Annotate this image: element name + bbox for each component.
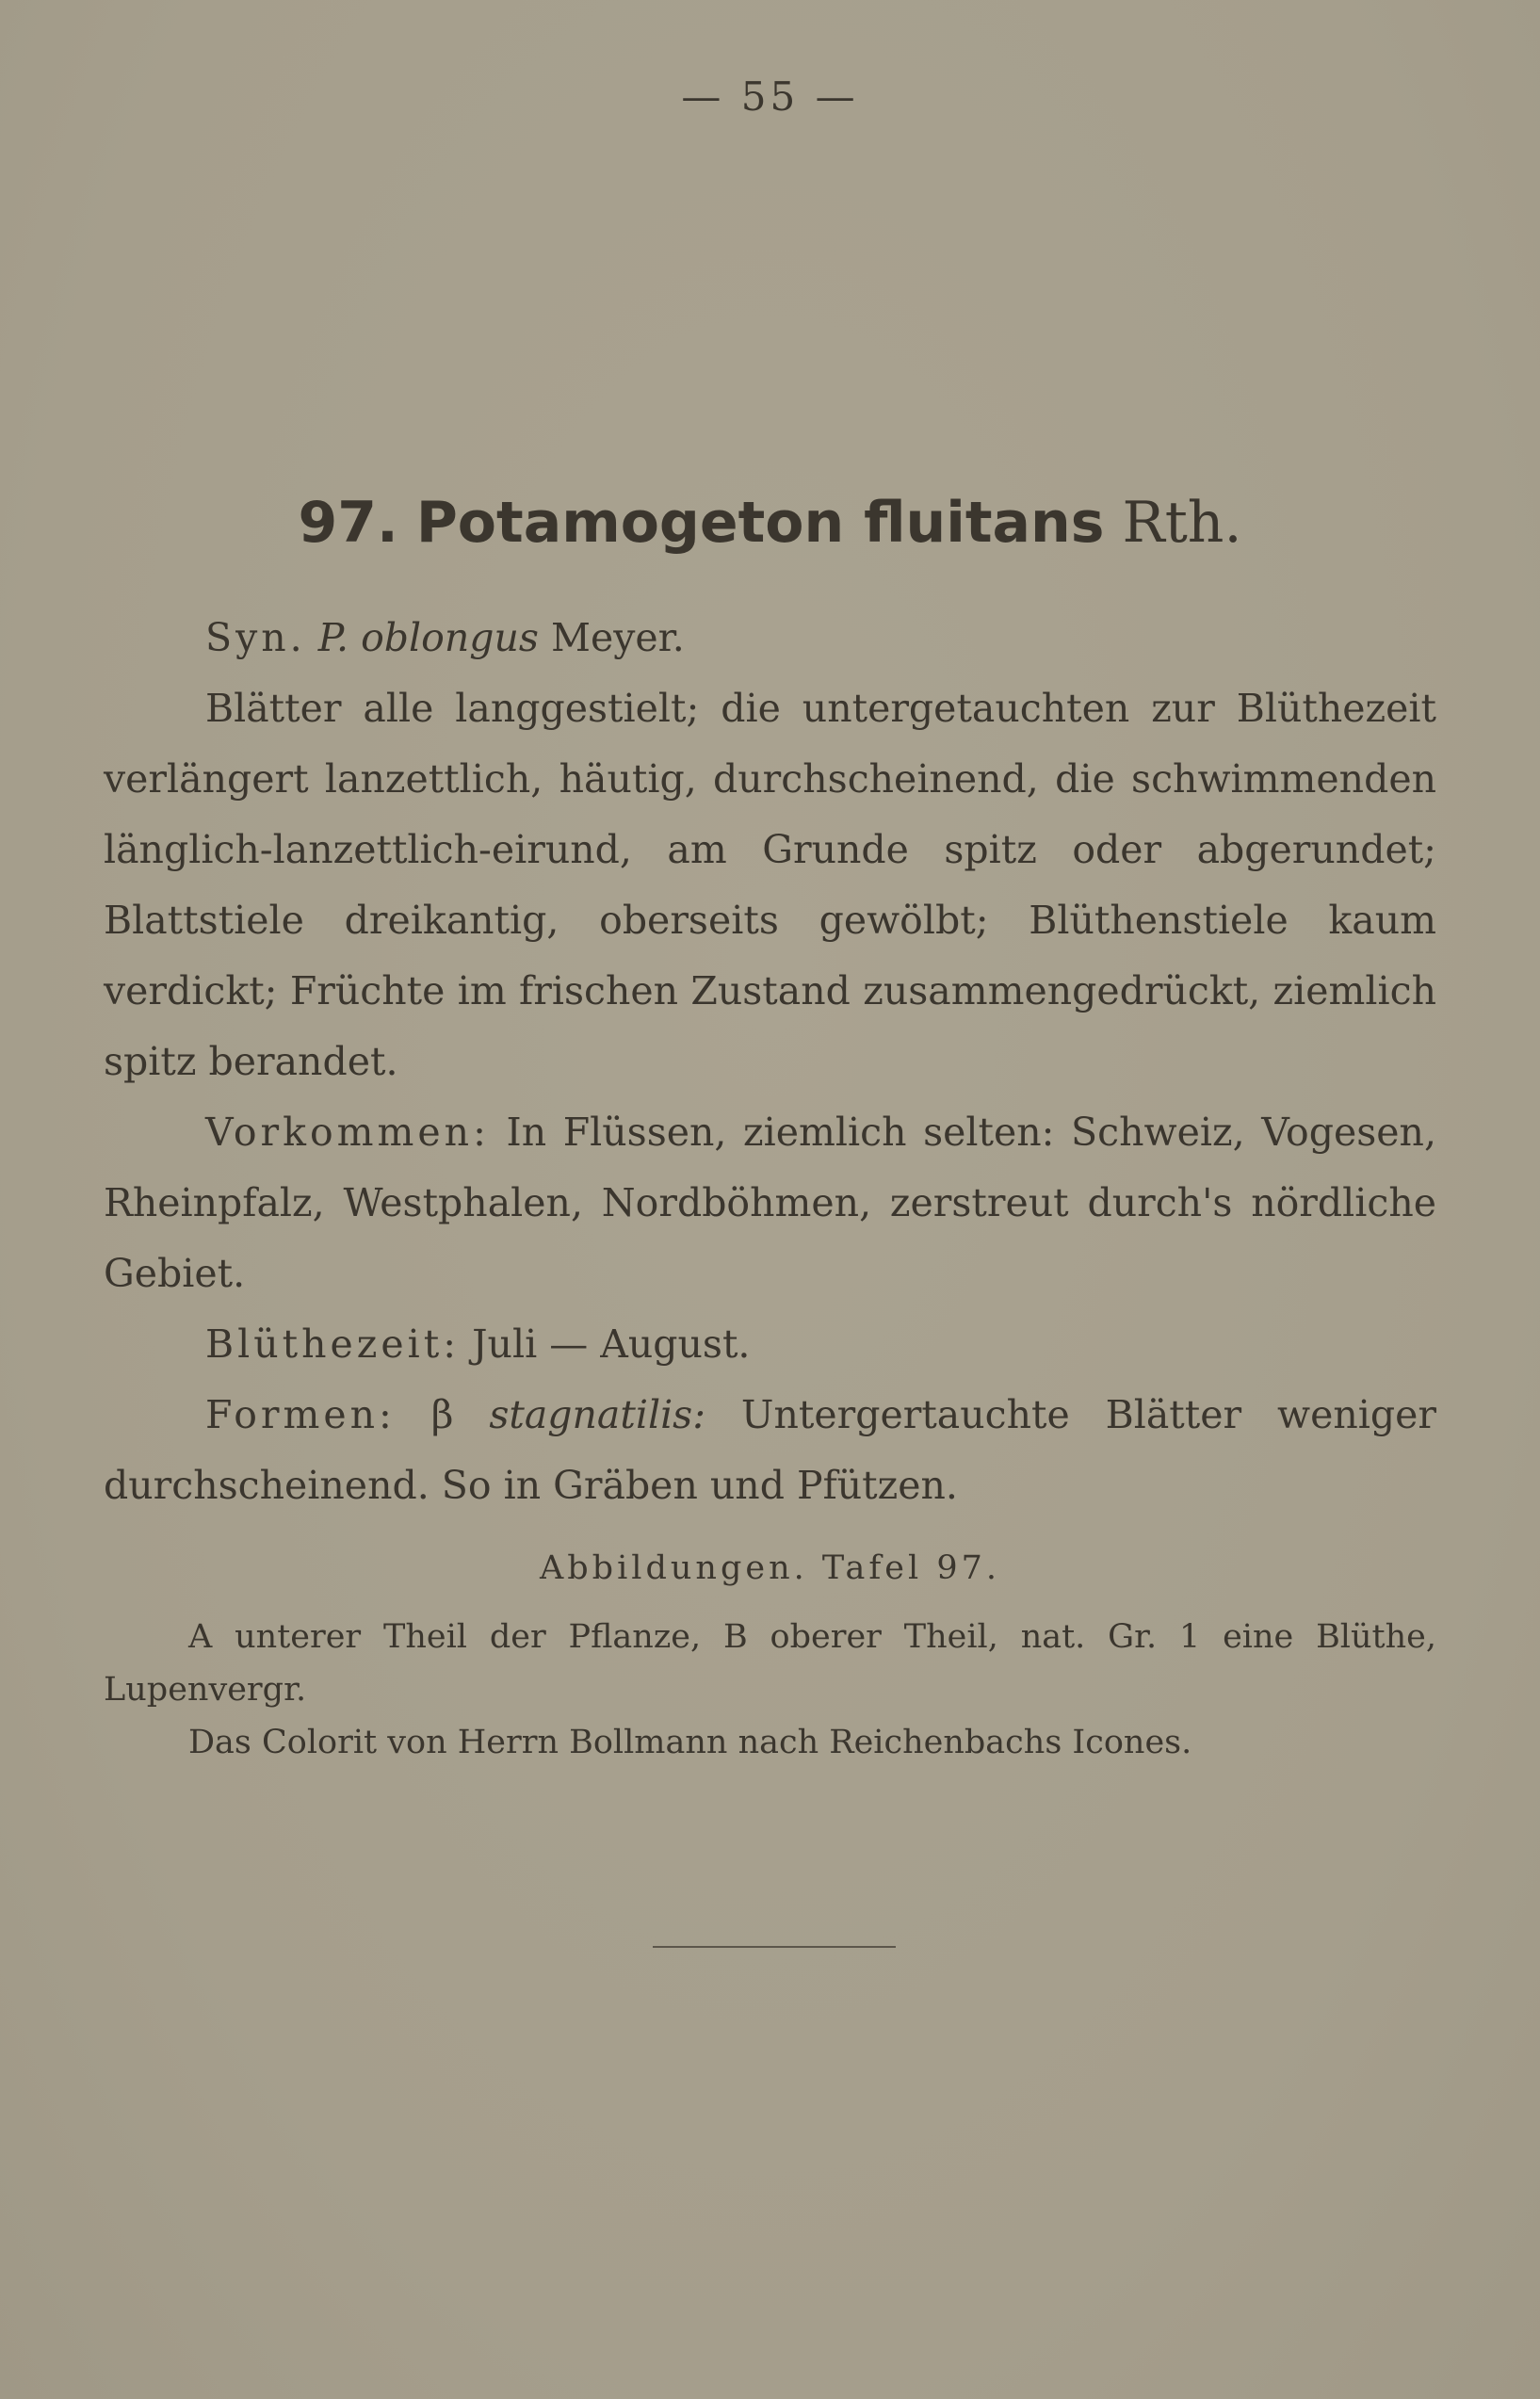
flowering-text: Juli — August. [472,1321,751,1367]
flowering-paragraph [104,1309,1436,1380]
synonym-author: Meyer. [550,615,685,660]
occurrence-paragraph [104,1097,1436,1309]
page-number: — 55 — [681,73,859,120]
occurrence-text: In Flüssen, ziemlich selten: Schweiz, Vogesen, Rheinpfalz, Westphalen, Nordböhmen, zerstreut durch's nördliche Gebiet. [104,1110,1436,1296]
forms-label: Formen: [205,1392,396,1437]
title-author: Rth. [1122,490,1242,556]
synonym-line [104,603,1436,673]
species-text [104,603,1436,1521]
illustrations-caption [104,1611,1436,1769]
flowering-label: Blüthezeit: [205,1321,461,1367]
title-number: 97. [298,490,398,556]
description-paragraph: Blätter alle langgestielt; die untergetauchten zur Blüthezeit verlängert lanzettlich, häutig, durchscheinend, die schwimmenden länglich-lanzettlich-eirund, am Grunde spitz oder abgerundet; Blattstiele dreikantig, oberseits gewölbt; Blüthenstiele kaum verdickt; Früchte im frischen Zustand zusammengedrückt, ziemlich spitz berandet. [104,686,1436,1084]
caption-line-1: A unterer Theil der Pflanze, B oberer Theil, nat. Gr. 1 eine Blüthe, Lupenvergr. [104,1618,1436,1709]
title-species: Potamogeton fluitans [415,490,1105,556]
caption-line-2: Das Colorit von Herrn Bollmann nach Reichenbachs Icones. [188,1724,1192,1761]
synonym-name: P. oblongus [317,615,539,660]
forms-name: stagnatilis: [489,1392,706,1437]
forms-paragraph [104,1380,1436,1521]
forms-text: Untergertauchte Blätter weniger durchscheinend. So in Gräben und Pfützen. [104,1392,1436,1508]
section-title [0,490,1540,556]
occurrence-label: Vorkommen: [205,1110,490,1155]
synonym-label: Syn. [205,615,306,660]
illustrations-heading: Abbildungen. Tafel 97. [539,1549,1000,1587]
forms-symbol: β [430,1392,454,1437]
end-rule [653,1946,896,1948]
